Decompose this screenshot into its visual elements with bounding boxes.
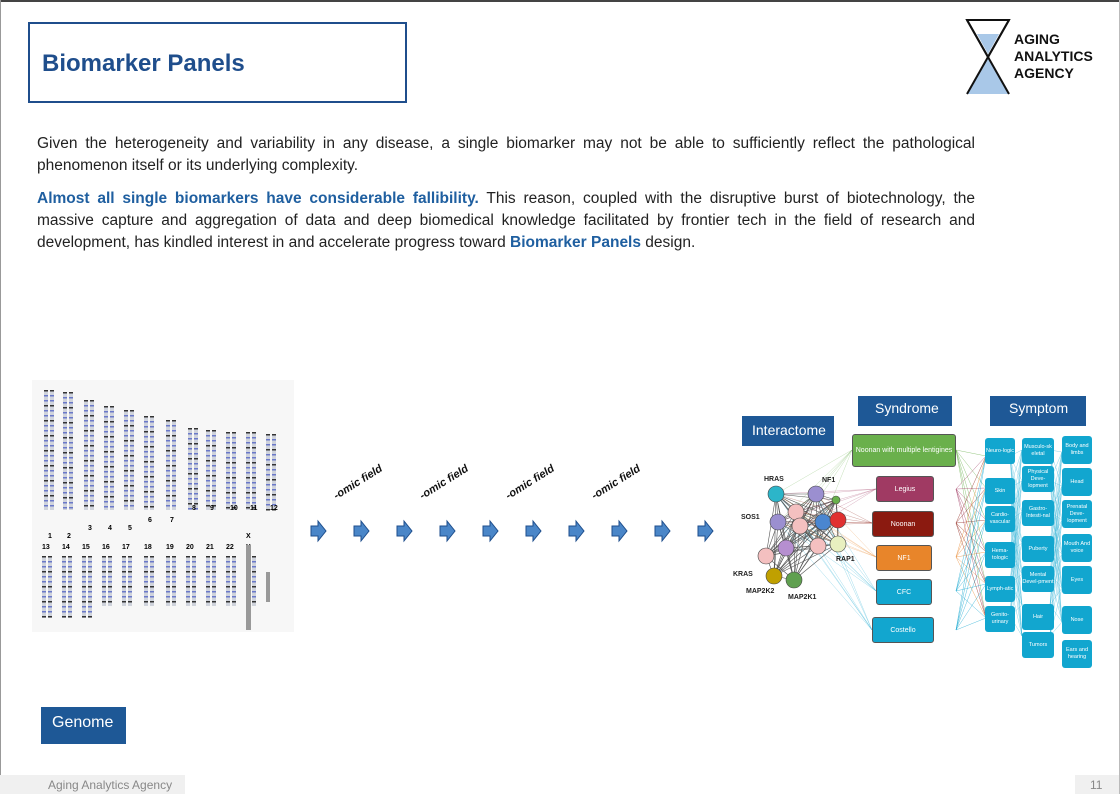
syndrome-text-3: NF1 <box>897 554 911 562</box>
node-label-sos1: SOS1 <box>741 514 760 521</box>
logo-text <box>1014 31 1093 82</box>
symptom-box: Nose <box>1062 606 1092 634</box>
symptom-box: Mouth And voice <box>1062 534 1092 562</box>
paragraph-1: Given the heterogeneity and variability in any disease, a single biomarker may not be able to sufficiently reflect the pathological phenomenon itself or its underlying complexity. <box>37 135 975 174</box>
protein-node <box>832 496 840 504</box>
symptom-box: Tumors <box>1022 632 1054 658</box>
symptom-box: Neuro-logic <box>985 438 1015 464</box>
syndrome-cfc <box>876 579 932 605</box>
para2-mid: This reason, coupled with the disruptive burst of biotechnology, the massive capture and aggregation of data and deep biomedical knowledge facilitated by frontier tech in the field of research and development, has kindled interest in and accelerate progress toward <box>37 190 976 251</box>
protein-node <box>768 486 784 502</box>
symptom-box: Cardio-vascular <box>985 506 1015 532</box>
protein-node <box>770 514 786 530</box>
protein-node <box>778 540 794 556</box>
symptom-label-box <box>990 396 1086 426</box>
protein-node <box>786 572 802 588</box>
left-border <box>0 0 1 794</box>
node-label-map2k2: MAP2K2 <box>746 588 775 595</box>
page-number: 11 <box>1090 778 1103 792</box>
genome-label: Genome <box>52 714 114 731</box>
chromosome-label: 16 <box>102 544 110 551</box>
protein-node <box>810 538 826 554</box>
syndrome-text-1: Legius <box>894 485 916 493</box>
symptom-box: Lymph-atic <box>985 576 1015 602</box>
protein-node <box>830 536 846 552</box>
symptom-box: Genito-urinary <box>985 606 1015 632</box>
top-border <box>0 0 1120 2</box>
right-arrow-icon <box>483 521 498 541</box>
para2-end: design. <box>641 234 696 251</box>
karyotype-image <box>32 380 294 632</box>
syndrome-label: Syndrome <box>875 400 939 416</box>
chromosome-label: 14 <box>62 544 70 551</box>
symptom-box: Physical Deve-lopment <box>1022 466 1054 492</box>
paragraph-2 <box>37 188 975 254</box>
right-arrow-icon <box>569 521 584 541</box>
node-label-kras: KRAS <box>733 571 753 578</box>
chromosome-label: 11 <box>250 505 258 512</box>
protein-node <box>758 548 774 564</box>
protein-node <box>815 514 831 530</box>
omic-label-3: -omic field <box>503 462 557 502</box>
chromosome-label: 3 <box>88 525 92 532</box>
syndrome-text-2: Noonan <box>890 520 916 528</box>
node-label-map2k1: MAP2K1 <box>788 594 817 601</box>
syndrome-legius <box>876 476 934 502</box>
chromosome-label: 13 <box>42 544 50 551</box>
genome-label-box <box>41 707 126 744</box>
chromosome-label: 10 <box>230 505 238 512</box>
logo-line-1: AGING <box>1014 31 1060 47</box>
chromosome-label: 2 <box>67 533 71 540</box>
symptom-box: Ears and hearing <box>1062 640 1092 668</box>
chromosome-label: 21 <box>206 544 214 551</box>
symptom-label: Symptom <box>1009 400 1069 416</box>
protein-node <box>808 486 824 502</box>
syndrome-noonan <box>872 511 934 537</box>
chromosome-label-x: X <box>246 533 251 540</box>
symptom-box: Puberty <box>1022 536 1054 562</box>
syndrome-costello <box>872 617 934 643</box>
interactome-label: Interactome <box>752 422 826 438</box>
right-arrow-icon <box>612 521 627 541</box>
right-arrow-icon <box>311 521 326 541</box>
symptom-box: Mental Devel-pment <box>1022 566 1054 592</box>
omic-label-4: -omic field <box>589 462 643 502</box>
protein-node <box>792 518 808 534</box>
protein-node <box>788 504 804 520</box>
right-arrow-icon <box>698 521 713 541</box>
symptom-box: Musculo-sk eletal <box>1022 438 1054 464</box>
chromosome-label: 6 <box>148 517 152 524</box>
symptom-box: Eyes <box>1062 566 1092 594</box>
right-arrow-icon <box>397 521 412 541</box>
syndrome-label-box <box>858 396 952 426</box>
symptom-box: Prenatal Deve-lopment <box>1062 500 1092 528</box>
footer-org: Aging Analytics Agency <box>48 778 173 792</box>
omic-label-1: -omic field <box>331 462 385 502</box>
karyotype-graphic <box>32 380 294 632</box>
syndrome-noonan-multiple-lentigines <box>852 434 956 467</box>
syndrome-text-0: Noonan with multiple lentigines <box>855 447 953 454</box>
syndrome-text-5: Costello <box>890 626 916 634</box>
chromosome-label: 18 <box>144 544 152 551</box>
chromosome-label: 15 <box>82 544 90 551</box>
logo-line-2: ANALYTICS <box>1014 48 1093 64</box>
chromosome-label: 7 <box>170 517 174 524</box>
para2-bold: Almost all single biomarkers have considerable fallibility. <box>37 190 479 207</box>
chromosome-band <box>150 416 154 510</box>
symptom-box: Hair <box>1022 604 1054 630</box>
chromosome-label: 5 <box>128 525 132 532</box>
symptom-box: Body and limbs <box>1062 436 1092 464</box>
omic-label-2: -omic field <box>417 462 471 502</box>
chromosome-band <box>144 416 148 510</box>
chromosome-label: 22 <box>226 544 234 551</box>
right-arrow-icon <box>655 521 670 541</box>
hourglass-logo-icon <box>963 18 1013 96</box>
page-title: Biomarker Panels <box>42 50 245 77</box>
right-arrow-icon <box>354 521 369 541</box>
chromosome-label: 17 <box>122 544 130 551</box>
chromosome-label: 8 <box>192 505 196 512</box>
arrow-sequence <box>305 515 725 549</box>
protein-node <box>766 568 782 584</box>
chromosome-label: 19 <box>166 544 174 551</box>
symptom-box: Gastro-Intesti-nal <box>1022 500 1054 526</box>
interactome-label-box <box>742 416 834 446</box>
syndrome-text-4: CFC <box>896 588 912 596</box>
symptom-box: Hema-tologic <box>985 542 1015 568</box>
chromosome-label: 1 <box>48 533 52 540</box>
node-label-rap1: RAP1 <box>836 556 855 563</box>
chromosome-label: 20 <box>186 544 194 551</box>
chromosome-label: 9 <box>210 505 214 512</box>
syndrome-nf1 <box>876 545 932 571</box>
symptom-box: Skin <box>985 478 1015 504</box>
node-label-nf1: NF1 <box>822 477 836 484</box>
para2-bold2: Biomarker Panels <box>510 234 641 251</box>
protein-node <box>830 512 846 528</box>
title-box <box>28 22 407 103</box>
logo-line-3: AGENCY <box>1014 65 1074 81</box>
right-arrow-icon <box>526 521 541 541</box>
node-label-hras: HRAS <box>764 476 784 483</box>
right-arrow-icon <box>440 521 455 541</box>
chromosome-label: 4 <box>108 525 112 532</box>
chromosome-label: 12 <box>270 505 278 512</box>
symptom-box: Head <box>1062 468 1092 496</box>
